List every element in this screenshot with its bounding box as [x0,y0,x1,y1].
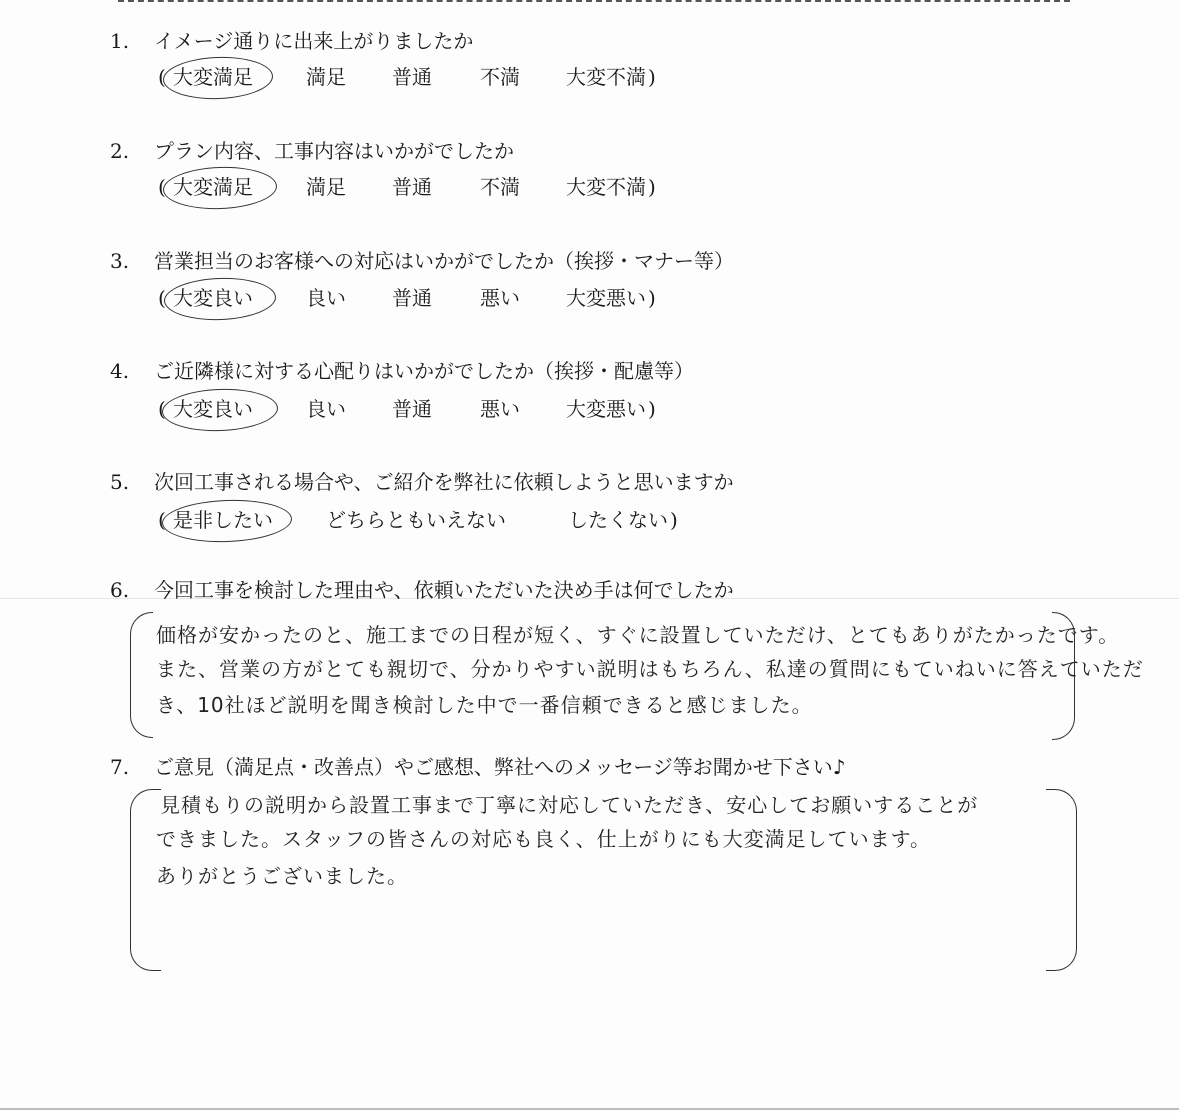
open-paren: ( [158,508,166,532]
question-text: 今回工事を検討した理由や、依頼いただいた決め手は何でしたか [154,578,734,602]
option-3[interactable]: 普通 [392,286,432,310]
option-1[interactable]: 大変良い [173,397,253,421]
option-1[interactable]: 大変満足 [173,175,253,199]
question-6 [110,578,734,602]
option-5[interactable]: 大変不満 [566,65,646,89]
question-number: 5. [110,470,130,494]
question-text: プラン内容、工事内容はいかがでしたか [154,139,514,163]
question-text: ご近隣様に対する心配りはいかがでしたか（挨拶・配慮等） [154,359,694,383]
page-bottom-edge [0,1108,1179,1110]
option-1[interactable]: 大変満足 [173,65,253,89]
handwritten-answer-line-3: ありがとうございました。 [156,864,408,888]
question-1 [110,29,473,53]
close-paren: ) [648,175,656,199]
question-text: 次回工事される場合や、ご紹介を弊社に依頼しようと思いますか [154,470,734,494]
close-paren: ) [670,508,678,532]
option-4[interactable]: 悪い [480,286,520,310]
close-paren: ) [648,286,656,310]
option-5[interactable]: 大変悪い [566,397,646,421]
option-2[interactable]: どちらともいえない [326,508,506,532]
question-4 [110,359,694,383]
question-7 [110,755,846,779]
handwritten-answer-line-3: き、10社ほど説明を聞き検討した中で一番信頼できると感じました。 [156,693,813,717]
option-3[interactable]: 普通 [392,175,432,199]
option-2[interactable]: 良い [306,286,346,310]
handwritten-answer-line-1: 見積もりの説明から設置工事まで丁寧に対応していただき、安心してお願いすることが [160,793,979,817]
open-paren: ( [158,286,166,310]
answer-bracket-right [1046,789,1077,971]
option-1[interactable]: 大変良い [173,286,253,310]
option-1[interactable]: 是非したい [173,508,273,532]
option-3[interactable]: 普通 [392,397,432,421]
option-4[interactable]: 不満 [480,65,520,89]
question-number: 7. [110,755,130,779]
option-3[interactable]: 普通 [392,65,432,89]
open-paren: ( [158,397,166,421]
handwritten-answer-line-2: できました。スタッフの皆さんの対応も良く、仕上がりにも大変満足しています。 [156,827,931,851]
option-2[interactable]: 良い [306,397,346,421]
option-4[interactable]: 不満 [480,175,520,199]
answer-bracket-left [130,612,153,738]
option-4[interactable]: 悪い [480,397,520,421]
question-number: 1. [110,29,130,53]
close-paren: ) [648,65,656,89]
open-paren: ( [158,65,166,89]
handwritten-answer-line-1: 価格が安かったのと、施工までの日程が短く、すぐに設置していただけ、とてもありがたかったです。 [156,623,1120,647]
open-paren: ( [158,175,166,199]
question-2 [110,139,514,163]
question-3 [110,249,734,273]
close-paren: ) [648,397,656,421]
question-number: 4. [110,359,130,383]
question-number: 6. [110,578,130,602]
question-text: ご意見（満足点・改善点）やご感想、弊社へのメッセージ等お聞かせ下さい♪ [154,755,846,779]
option-5[interactable]: 大変不満 [566,175,646,199]
option-2[interactable]: 満足 [306,65,346,89]
question-text: イメージ通りに出来上がりましたか [154,29,474,53]
option-5[interactable]: 大変悪い [566,286,646,310]
top-dashed-cut-line [118,0,1070,2]
option-3[interactable]: したくない [568,508,668,532]
question-text: 営業担当のお客様への対応はいかがでしたか（挨拶・マナー等） [154,249,734,273]
question-5 [110,470,734,494]
question-number: 3. [110,249,130,273]
question-number: 2. [110,139,130,163]
handwritten-answer-line-2: また、営業の方がとても親切で、分かりやすい説明はもちろん、私達の質問にもていねいに答えていただ [156,657,1144,681]
option-2[interactable]: 満足 [306,175,346,199]
